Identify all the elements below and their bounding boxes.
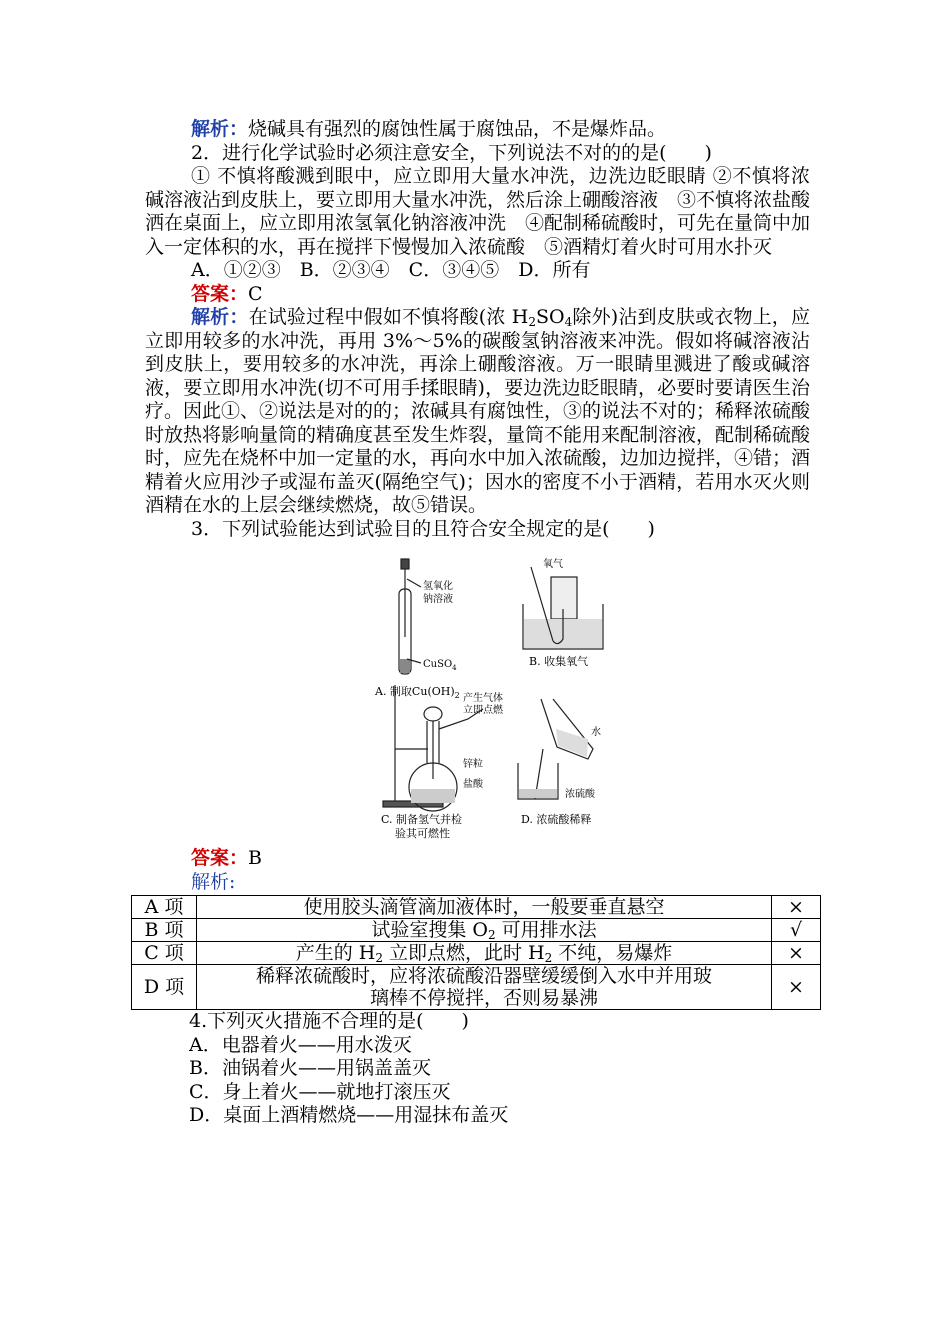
row-mark: × bbox=[772, 965, 821, 1010]
q1-analysis bbox=[145, 118, 810, 142]
row-item: D 项 bbox=[132, 965, 197, 1010]
q2-answer bbox=[145, 283, 810, 307]
q4-option-c: C．身上着火——就地打滚压灭 bbox=[189, 1080, 451, 1103]
q2-options: A．①②③ B．②③④ C．③④⑤ D．所有 bbox=[191, 259, 591, 281]
row-item: C 项 bbox=[132, 942, 197, 965]
q2-analysis bbox=[145, 306, 810, 518]
subscript: 4 bbox=[564, 315, 573, 329]
analysis-text: 在试验过程中假如不慎将酸(浓 H bbox=[248, 306, 529, 328]
q3-answer bbox=[145, 847, 810, 871]
analysis-label: 解析: bbox=[191, 870, 236, 893]
caption-c-line1: C. 制备氢气并检 bbox=[381, 813, 463, 826]
label-conc-sulfuric-acid: 浓硫酸 bbox=[565, 789, 595, 800]
document-page bbox=[145, 118, 810, 1128]
apparatus-d bbox=[518, 699, 593, 799]
label-zinc: 锌粒 bbox=[463, 759, 483, 770]
row-mark: × bbox=[772, 942, 821, 965]
caption-c-line2: 验其可燃性 bbox=[395, 827, 450, 840]
q3-analysis-table bbox=[131, 895, 821, 1010]
q3-figure bbox=[145, 549, 810, 847]
row-reason: 使用胶头滴管滴加液体时，一般要垂直悬空 bbox=[197, 896, 772, 919]
analysis-text: 除外)沾到皮肤或衣物上，应立即用较多的水冲洗，再用 3%～5%的碳酸氢钠溶液来冲洗。假如将碱溶液沾到皮肤上，要用较多的水冲洗，再涂上硼酸溶液。万一眼睛里溅进了酸或碱溶液，要立即用水冲洗(切不可用手揉眼睛)，要边洗边眨眼睛，必要时要请医生治疗。因此①、②说法是对的的；浓碱具有腐蚀性，③的说法不对的；稀释浓硫酸时放热将影响量筒的精确度甚至发生炸裂，量筒不能用来配制溶液，配制稀硫酸时，应先在烧杯中加一定量的水，再向水中加入浓硫酸，边加边搅拌，④错；酒精着火应用沙子或湿布盖灭(隔绝空气)；因水的密度不小于酒精，若用水灭火则酒精在水的上层会继续燃烧，故⑤错误。 bbox=[145, 306, 811, 516]
label-cuso4: CuSO$_4$ bbox=[423, 659, 457, 672]
apparatus-b bbox=[523, 567, 603, 649]
q2-body: ① 不慎将酸溅到眼中，应立即用大量水冲洗，边洗边眨眼睛 ②不慎将浓碱溶液沾到皮肤上，要立即用大量水冲洗，然后涂上硼酸溶液 ③不慎将浓盐酸洒在桌面上，应立即用浓氢氧化钠溶液冲洗 ④配制稀硫酸时，可先在量筒中加入一定体积的水，再在搅拌下慢慢加入浓硫酸 ⑤酒精灯着火时可用水扑灭 bbox=[145, 165, 811, 258]
caption-b: B. 收集氧气 bbox=[529, 655, 589, 668]
q4-stem: 4.下列灭火措施不合理的是( ) bbox=[189, 1010, 469, 1032]
answer-label: 答案： bbox=[191, 847, 249, 869]
answer-label: 答案： bbox=[191, 282, 249, 305]
caption-a: A. 制取$Cu(OH)_2$ bbox=[375, 685, 460, 700]
answer-value: B bbox=[248, 847, 262, 869]
table-row bbox=[132, 965, 821, 1010]
row-mark: √ bbox=[772, 919, 821, 942]
apparatus-a bbox=[399, 559, 421, 674]
q4-option-a: A．电器着火——用水泼灭 bbox=[189, 1033, 412, 1056]
q4-option-d: D．桌面上酒精燃烧——用湿抹布盖灭 bbox=[189, 1104, 509, 1126]
label-hydrochloric-acid: 盐酸 bbox=[463, 779, 483, 790]
label-gas-produced: 产生气体 bbox=[463, 693, 503, 704]
label-ignite-immediately: 立即点燃 bbox=[463, 705, 503, 716]
analysis-label: 解析： bbox=[191, 118, 249, 140]
row-item: B 项 bbox=[132, 919, 197, 942]
analysis-text: 烧碱具有强烈的腐蚀性属于腐蚀品，不是爆炸品。 bbox=[248, 118, 667, 140]
label-oxygen: 氧气 bbox=[543, 559, 563, 570]
row-mark: × bbox=[772, 896, 821, 919]
row-reason: 稀释浓硫酸时，应将浓硫酸沿器壁缓缓倒入水中并用玻 璃棒不停搅拌，否则易暴沸 bbox=[197, 965, 772, 1010]
row-reason: 试验室搜集 $O_2$ 可用排水法 bbox=[197, 919, 772, 942]
apparatus-diagram bbox=[373, 549, 633, 847]
analysis-label: 解析： bbox=[191, 306, 249, 328]
caption-d: D. 浓硫酸稀释 bbox=[521, 813, 592, 826]
q3-analysis-label bbox=[145, 871, 810, 895]
table-row bbox=[132, 896, 821, 919]
q2-stem: 2．进行化学试验时必须注意安全，下列说法不对的的是( ) bbox=[191, 141, 712, 164]
label-water: 水 bbox=[591, 727, 601, 738]
answer-value: C bbox=[248, 282, 263, 305]
subscript: 2 bbox=[528, 315, 536, 329]
q4-option-b: B．油锅着火——用锅盖盖灭 bbox=[189, 1057, 431, 1079]
table-row bbox=[132, 919, 821, 942]
label-sodium-hydroxide: 氢氧化 bbox=[423, 581, 453, 592]
row-reason: 产生的 $H_2$ 立即点燃，此时 $H_2$ 不纯，易爆炸 bbox=[197, 942, 772, 965]
table-row bbox=[132, 942, 821, 965]
analysis-text: SO bbox=[535, 306, 565, 328]
row-item: A 项 bbox=[132, 896, 197, 919]
label-solution: 钠溶液 bbox=[423, 594, 453, 605]
q3-stem: 3．下列试验能达到试验目的且符合安全规定的是( ) bbox=[191, 517, 655, 540]
